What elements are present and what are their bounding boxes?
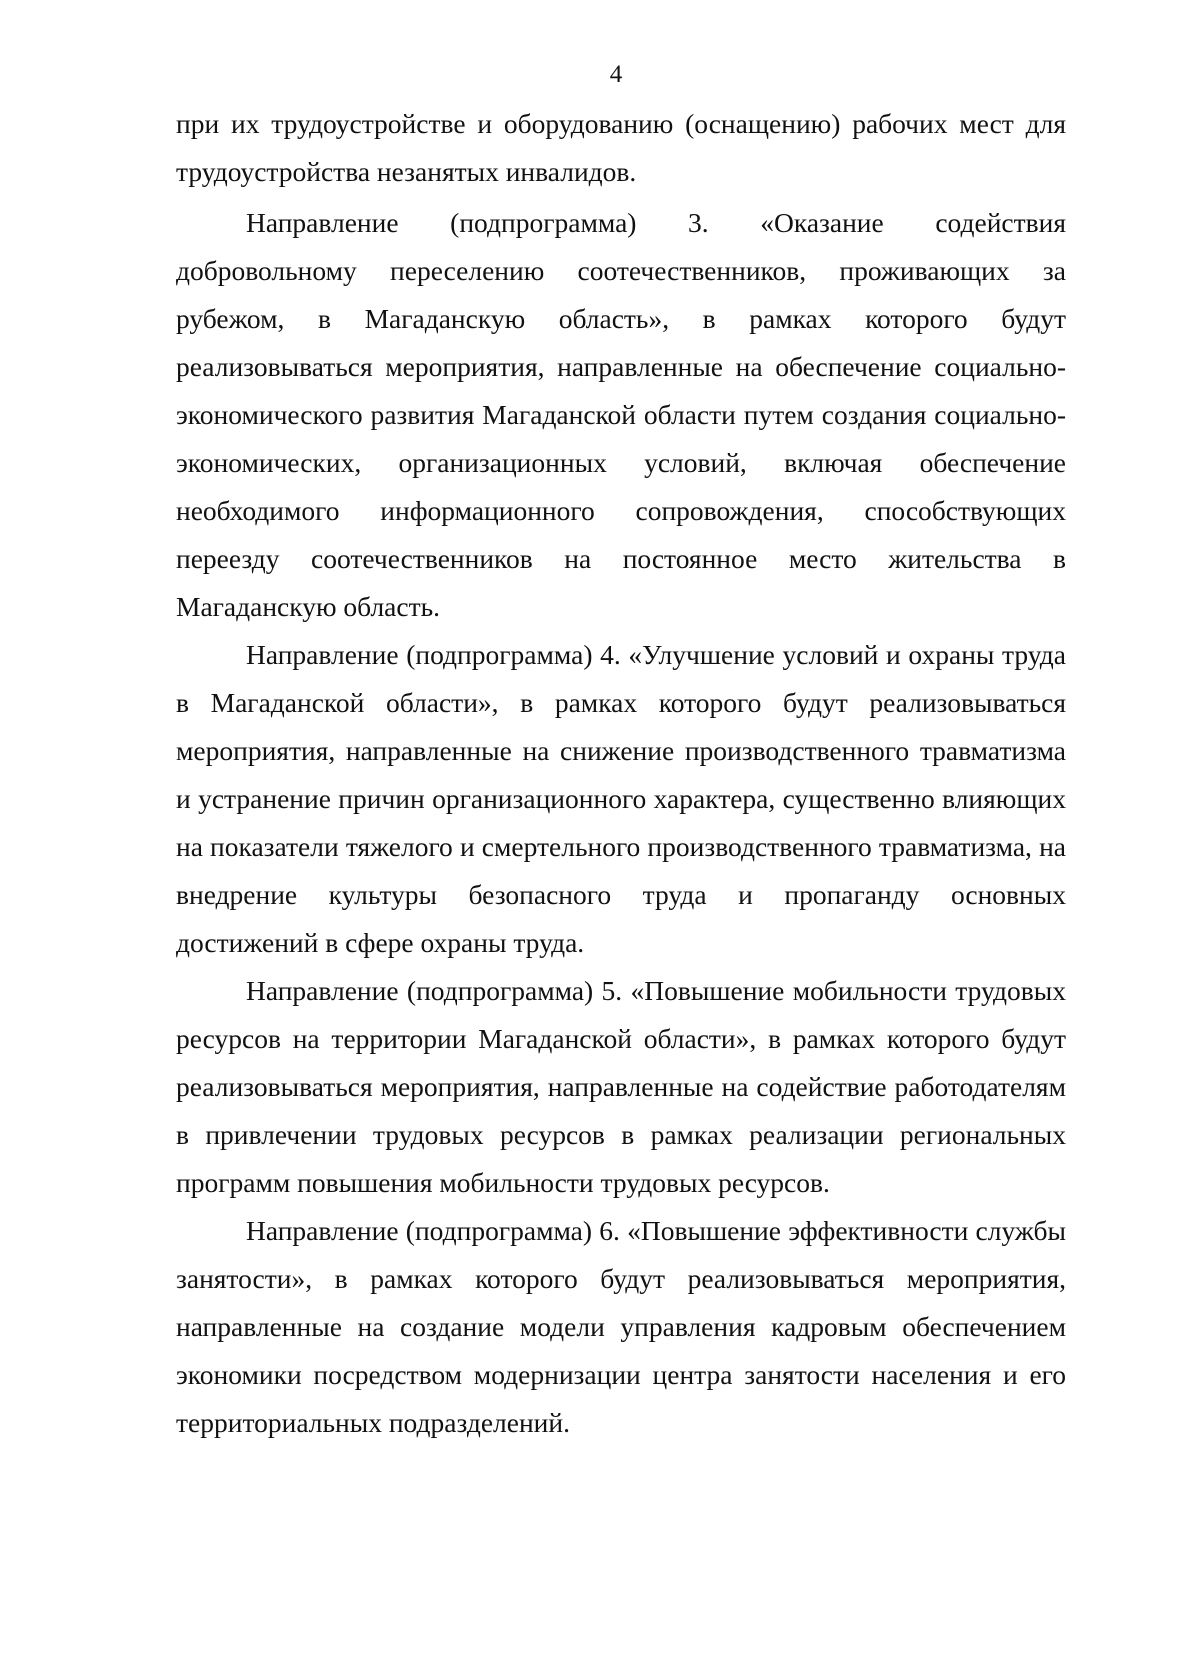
document-body — [176, 100, 1066, 1447]
paragraph-subprogram-4: Направление (подпрограмма) 4. «Улучшение условий и охраны труда в Магаданской области», в рамках которого будут реализовываться мероприятия, направленные на снижение производственного травматизма и устранение причин организационного характера, существенно влияющих на показатели тяжелого и смертельного производственного травматизма, на внедрение культуры безопасного труда и пропаганду основных достижений в сфере охраны труда. — [176, 639, 1066, 958]
paragraph-subprogram-3: Направление (подпрограмма) 3. «Оказание содействия добровольному переселению соотечественников, проживающих за рубежом, в Магаданскую область», в рамках которого будут реализовываться мероприятия, направленные на обеспечение социально-экономического развития Магаданской области путем создания социально-экономических, организационных условий, включая обеспечение необходимого информационного сопровождения, способствующих переезду соотечественников на постоянное место жительства в Магаданскую область. — [176, 207, 1066, 622]
paragraph-subprogram-6: Направление (подпрограмма) 6. «Повышение эффективности службы занятости», в рамках которого будут реализовываться мероприятия, направленные на создание модели управления кадровым обеспечением экономики посредством модернизации центра занятости населения и его территориальных подразделений. — [176, 1215, 1066, 1438]
paragraph-continuation: при их трудоустройстве и оборудованию (оснащению) рабочих мест для трудоустройства незанятых инвалидов. — [176, 108, 1066, 187]
page-number: 4 — [609, 61, 623, 88]
paragraph-subprogram-5: Направление (подпрограмма) 5. «Повышение мобильности трудовых ресурсов на территории Магаданской области», в рамках которого будут реализовываться мероприятия, направленные на содействие работодателям в привлечении трудовых ресурсов в рамках реализации региональных программ повышения мобильности трудовых ресурсов. — [176, 975, 1066, 1198]
